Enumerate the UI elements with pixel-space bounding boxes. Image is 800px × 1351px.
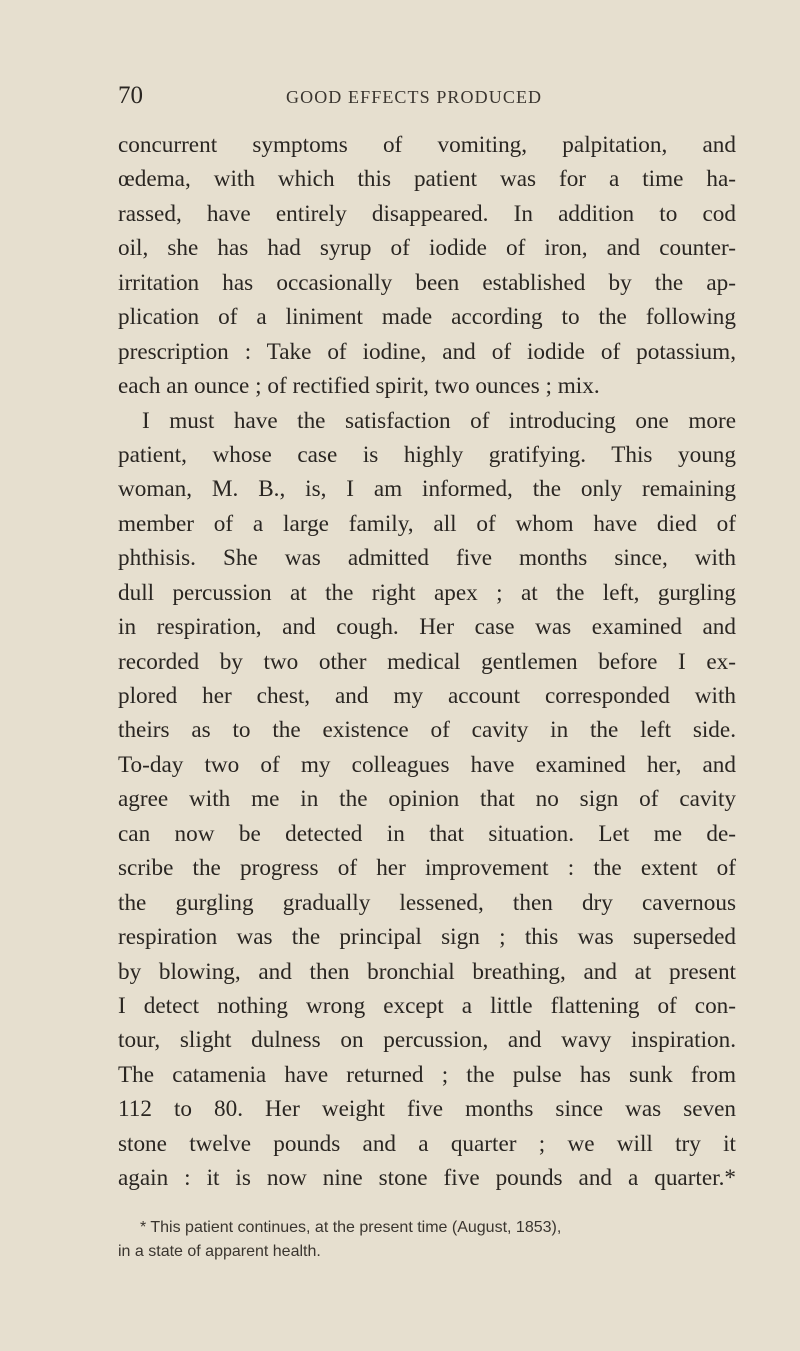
text-line: again : it is now nine stone five pounds and a quarter.* [118, 1165, 736, 1192]
text-line: can now be detected in that situation. Let me de- [118, 820, 736, 847]
text-line: tour, slight dulness on percussion, and wavy inspiration. [118, 1027, 736, 1054]
text-line: irritation has occasionally been established by the ap- [118, 269, 736, 296]
text-line: rassed, have entirely disappeared. In addition to cod [118, 200, 736, 227]
text-line: 112 to 80. Her weight five months since was seven [118, 1096, 736, 1123]
text-line: recorded by two other medical gentlemen before I ex- [118, 648, 736, 675]
text-line: in respiration, and cough. Her case was examined and [118, 614, 736, 641]
text-line: œdema, with which this patient was for a time ha- [118, 166, 736, 193]
text-line: oil, she has had syrup of iodide of iron, and counter- [118, 235, 736, 262]
text-line: member of a large family, all of whom have died of [118, 510, 736, 537]
text-line: woman, M. B., is, I am informed, the only remaining [118, 476, 736, 503]
running-head: GOOD EFFECTS PRODUCED [286, 87, 543, 107]
page-header [118, 80, 718, 112]
body-text [118, 128, 736, 1196]
text-line: scribe the progress of her improvement : the extent of [118, 855, 736, 882]
text-line: The catamenia have returned ; the pulse has sunk from [118, 1061, 736, 1088]
text-line: To-day two of my colleagues have examined her, and [118, 751, 736, 778]
footnote-line: in a state of apparent health. [118, 1243, 321, 1260]
text-line: concurrent symptoms of vomiting, palpitation, and [118, 132, 736, 158]
text-line: plication of a liniment made according to the following [118, 304, 736, 331]
text-line: agree with me in the opinion that no sign of cavity [118, 786, 736, 813]
text-line: I detect nothing wrong except a little flattening of con- [118, 992, 736, 1019]
text-line: plored her chest, and my account corresponded with [118, 683, 736, 709]
text-line: dull percussion at the right apex ; at the left, gurgling [118, 579, 736, 606]
footnote-line: * This patient continues, at the present time (August, 1853), [140, 1219, 562, 1236]
text-line: respiration was the principal sign ; this was superseded [118, 924, 736, 951]
text-line: prescription : Take of iodine, and of iodide of potassium, [118, 338, 736, 365]
text-line: patient, whose case is highly gratifying. This young [118, 441, 736, 468]
text-line: stone twelve pounds and a quarter ; we will try it [118, 1130, 736, 1157]
text-line: theirs as to the existence of cavity in the left side. [118, 717, 736, 744]
text-line: by blowing, and then bronchial breathing, and at present [118, 958, 736, 985]
text-line: I must have the satisfaction of introducing one more [142, 407, 736, 434]
text-line: each an ounce ; of rectified spirit, two ounces ; mix. [118, 373, 600, 400]
footnote [118, 1216, 736, 1264]
text-line: the gurgling gradually lessened, then dry cavernous [118, 889, 736, 916]
text-line: phthisis. She was admitted five months since, with [118, 545, 736, 572]
page-number: 70 [118, 82, 143, 109]
